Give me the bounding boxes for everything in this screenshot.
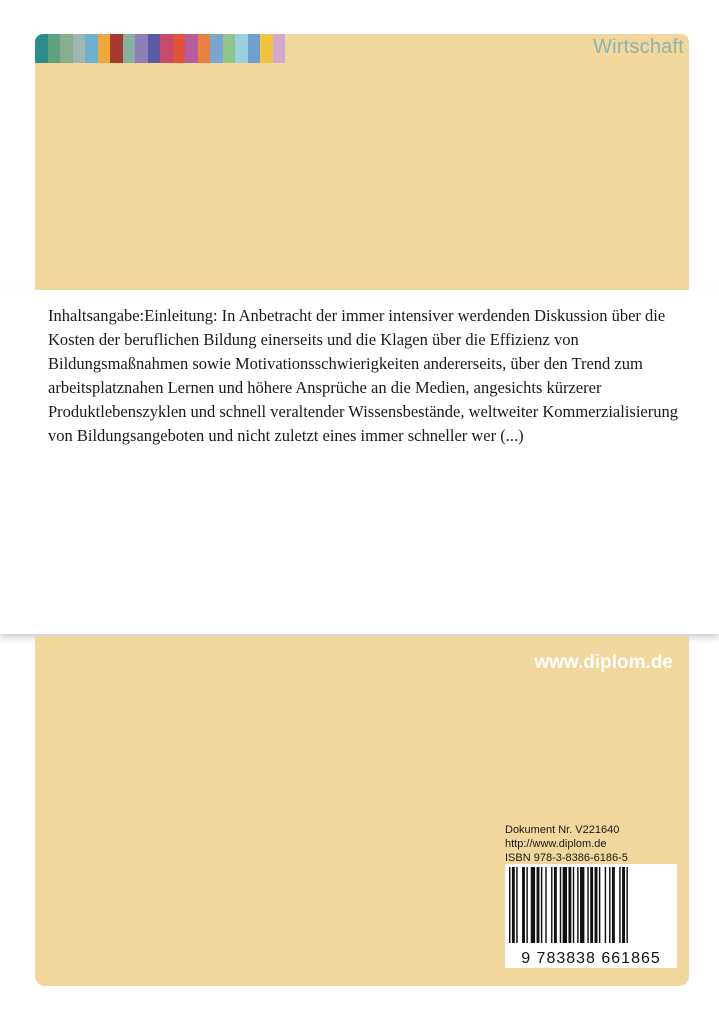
barcode-bar: [531, 867, 535, 943]
barcode-bar: [595, 867, 598, 943]
barcode-bar: [573, 867, 574, 943]
cover-bottom-panel: [35, 636, 689, 986]
barcode-bar: [516, 867, 517, 943]
barcode-bar: [545, 867, 546, 943]
color-stripe: [260, 34, 273, 63]
barcode-bar: [526, 867, 527, 943]
barcode-graphic: [505, 864, 677, 968]
color-stripe: [60, 34, 73, 63]
barcode-bar: [551, 867, 552, 943]
barcode-bar: [560, 867, 561, 943]
color-stripe: [98, 34, 111, 63]
color-stripe: [198, 34, 211, 63]
barcode-bar: [605, 867, 606, 943]
color-stripe: [273, 34, 286, 63]
color-stripe: [223, 34, 236, 63]
isbn-label: ISBN 978-3-8386-6186-5: [505, 852, 628, 864]
barcode-digits: 9 783838 661865: [521, 950, 661, 967]
color-stripe: [135, 34, 148, 63]
barcode-bar: [509, 867, 510, 943]
barcode-bar: [537, 867, 540, 943]
color-stripe: [235, 34, 248, 63]
color-stripe: [185, 34, 198, 63]
barcode-bars: [509, 867, 628, 943]
barcode-bar: [619, 867, 620, 943]
barcode-bar: [626, 867, 627, 943]
barcode-bar: [587, 867, 588, 943]
isbn-barcode: [505, 864, 677, 968]
blurb-panel: [0, 290, 719, 634]
publisher-website: www.diplom.de: [534, 652, 673, 673]
color-stripe: [35, 34, 48, 63]
color-stripes: [35, 34, 285, 63]
color-stripe: [210, 34, 223, 63]
category-label: Wirtschaft: [593, 36, 684, 58]
barcode-bar: [599, 867, 600, 943]
cover-top-panel: [35, 34, 689, 290]
barcode-bar: [522, 867, 525, 943]
barcode-bar: [568, 867, 571, 943]
color-stripe: [48, 34, 61, 63]
barcode-bar: [554, 867, 557, 943]
color-stripe: [148, 34, 161, 63]
document-info: [505, 823, 628, 865]
barcode-bar: [541, 867, 542, 943]
barcode-bar: [622, 867, 625, 943]
barcode-bar: [612, 867, 615, 943]
barcode-bar: [577, 867, 578, 943]
color-stripe: [73, 34, 86, 63]
barcode-bar: [512, 867, 515, 943]
color-stripe: [248, 34, 261, 63]
barcode-bar: [580, 867, 584, 943]
document-url: http://www.diplom.de: [505, 838, 607, 850]
color-stripe: [173, 34, 186, 63]
barcode-bar: [563, 867, 567, 943]
color-stripe: [160, 34, 173, 63]
document-number: Dokument Nr. V221640: [505, 824, 620, 836]
color-stripe: [110, 34, 123, 63]
blurb-text: Inhaltsangabe:Einleitung: In Anbetracht der immer intensiver werdenden Diskussion über die Kosten der beruflichen Bildung einerseits und die Klagen über die Effizienz von Bildungsmaßnahmen sowie Motivationsschwierigkeiten andererseits, über den Trend zum arbeitsplatznahen Lernen und höhere Ansprüche an die Medien, angesichts kürzerer Produktlebenszyklen und schnell veraltender Wissensbestände, weltweiter Kommerzialisierung von Bildungsangeboten und nicht zuletzt eines immer schneller wer (...): [48, 306, 678, 445]
color-stripe: [123, 34, 136, 63]
barcode-bar: [590, 867, 593, 943]
color-stripe: [85, 34, 98, 63]
barcode-bar: [609, 867, 610, 943]
